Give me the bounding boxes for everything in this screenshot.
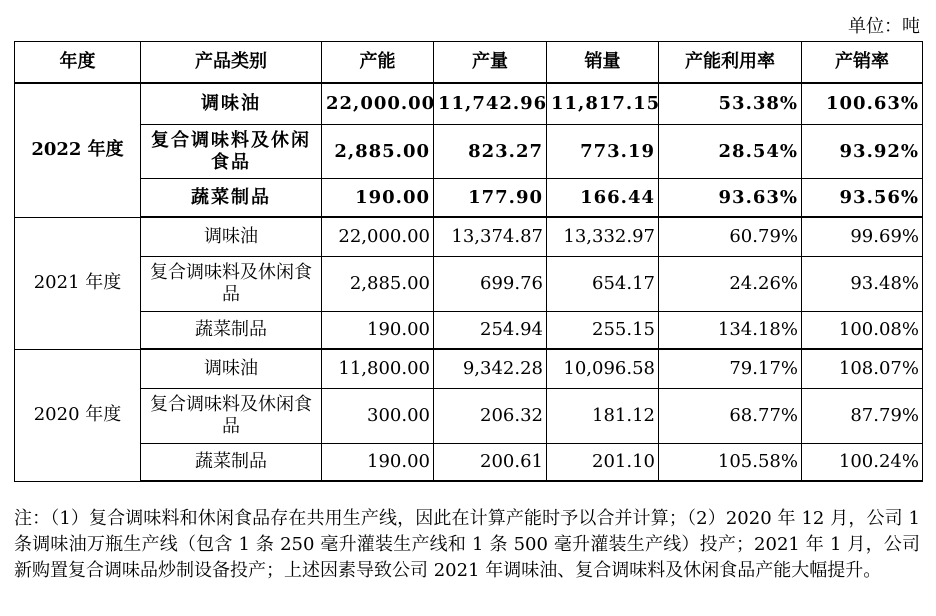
header-category: 产品类别 <box>141 42 322 84</box>
table-row <box>15 217 923 257</box>
output-cell: 9,342.28 <box>434 349 547 389</box>
utilization-cell: 134.18% <box>659 312 802 350</box>
output-cell: 200.61 <box>434 444 547 482</box>
year-cell: 2021 年度 <box>15 217 141 349</box>
utilization-cell: 28.54% <box>659 125 802 179</box>
output-cell: 823.27 <box>434 125 547 179</box>
capacity-cell: 190.00 <box>322 179 434 218</box>
utilization-cell: 53.38% <box>659 83 802 125</box>
header-output: 产量 <box>434 42 547 84</box>
capacity-cell: 2,885.00 <box>322 257 434 312</box>
capacity-cell: 190.00 <box>322 444 434 482</box>
sell-rate-cell: 100.63% <box>802 83 923 125</box>
sell-rate-cell: 93.48% <box>802 257 923 312</box>
utilization-cell: 105.58% <box>659 444 802 482</box>
sales-cell: 201.10 <box>547 444 659 482</box>
sales-cell: 773.19 <box>547 125 659 179</box>
sales-cell: 11,817.15 <box>547 83 659 125</box>
output-cell: 177.90 <box>434 179 547 218</box>
sales-cell: 166.44 <box>547 179 659 218</box>
header-capacity: 产能 <box>322 42 434 84</box>
table-row <box>15 444 923 482</box>
category-cell: 调味油 <box>141 349 322 389</box>
table-row <box>15 389 923 444</box>
category-cell: 调味油 <box>141 217 322 257</box>
header-row <box>15 42 923 84</box>
sell-rate-cell: 108.07% <box>802 349 923 389</box>
sell-rate-cell: 87.79% <box>802 389 923 444</box>
header-year: 年度 <box>15 42 141 84</box>
category-cell: 蔬菜制品 <box>141 312 322 350</box>
capacity-table <box>14 41 923 482</box>
header-utilization: 产能利用率 <box>659 42 802 84</box>
utilization-cell: 79.17% <box>659 349 802 389</box>
table-row <box>15 179 923 218</box>
utilization-cell: 24.26% <box>659 257 802 312</box>
sales-cell: 255.15 <box>547 312 659 350</box>
category-cell: 复合调味料及休闲食品 <box>141 389 322 444</box>
table-row <box>15 349 923 389</box>
sell-rate-cell: 99.69% <box>802 217 923 257</box>
sales-cell: 13,332.97 <box>547 217 659 257</box>
output-cell: 11,742.96 <box>434 83 547 125</box>
table-row <box>15 125 923 179</box>
output-cell: 254.94 <box>434 312 547 350</box>
sales-cell: 654.17 <box>547 257 659 312</box>
table-row <box>15 257 923 312</box>
output-cell: 206.32 <box>434 389 547 444</box>
capacity-cell: 190.00 <box>322 312 434 350</box>
category-cell: 复合调味料及休闲食品 <box>141 257 322 312</box>
table-row <box>15 312 923 350</box>
header-sell-rate: 产销率 <box>802 42 923 84</box>
table-row <box>15 83 923 125</box>
header-sales: 销量 <box>547 42 659 84</box>
output-cell: 699.76 <box>434 257 547 312</box>
capacity-cell: 22,000.00 <box>322 217 434 257</box>
footnote: 注：（1）复合调味料和休闲食品存在共用生产线，因此在计算产能时予以合并计算；（2）2020 年 12 月，公司 1 条调味油万瓶生产线（包含 1 条 250 毫升灌装生产线和 1 条 500 毫升灌装生产线）投产；2021 年 1 月，公司新购置复合调味品炒制设备投产；上述因素导致公司 2021 年调味油、复合调味料及休闲食品产能大幅提升。 <box>14 508 920 581</box>
unit-label: 单位：吨 <box>848 16 920 37</box>
sell-rate-cell: 93.92% <box>802 125 923 179</box>
sales-cell: 181.12 <box>547 389 659 444</box>
capacity-cell: 22,000.00 <box>322 83 434 125</box>
year-cell: 2020 年度 <box>15 349 141 481</box>
category-cell: 调味油 <box>141 83 322 125</box>
sell-rate-cell: 100.24% <box>802 444 923 482</box>
utilization-cell: 60.79% <box>659 217 802 257</box>
output-cell: 13,374.87 <box>434 217 547 257</box>
capacity-cell: 11,800.00 <box>322 349 434 389</box>
year-cell: 2022 年度 <box>15 83 141 217</box>
sales-cell: 10,096.58 <box>547 349 659 389</box>
capacity-cell: 2,885.00 <box>322 125 434 179</box>
capacity-cell: 300.00 <box>322 389 434 444</box>
category-cell: 蔬菜制品 <box>141 179 322 218</box>
utilization-cell: 68.77% <box>659 389 802 444</box>
sell-rate-cell: 93.56% <box>802 179 923 218</box>
sell-rate-cell: 100.08% <box>802 312 923 350</box>
category-cell: 蔬菜制品 <box>141 444 322 482</box>
category-cell: 复合调味料及休闲食品 <box>141 125 322 179</box>
utilization-cell: 93.63% <box>659 179 802 218</box>
